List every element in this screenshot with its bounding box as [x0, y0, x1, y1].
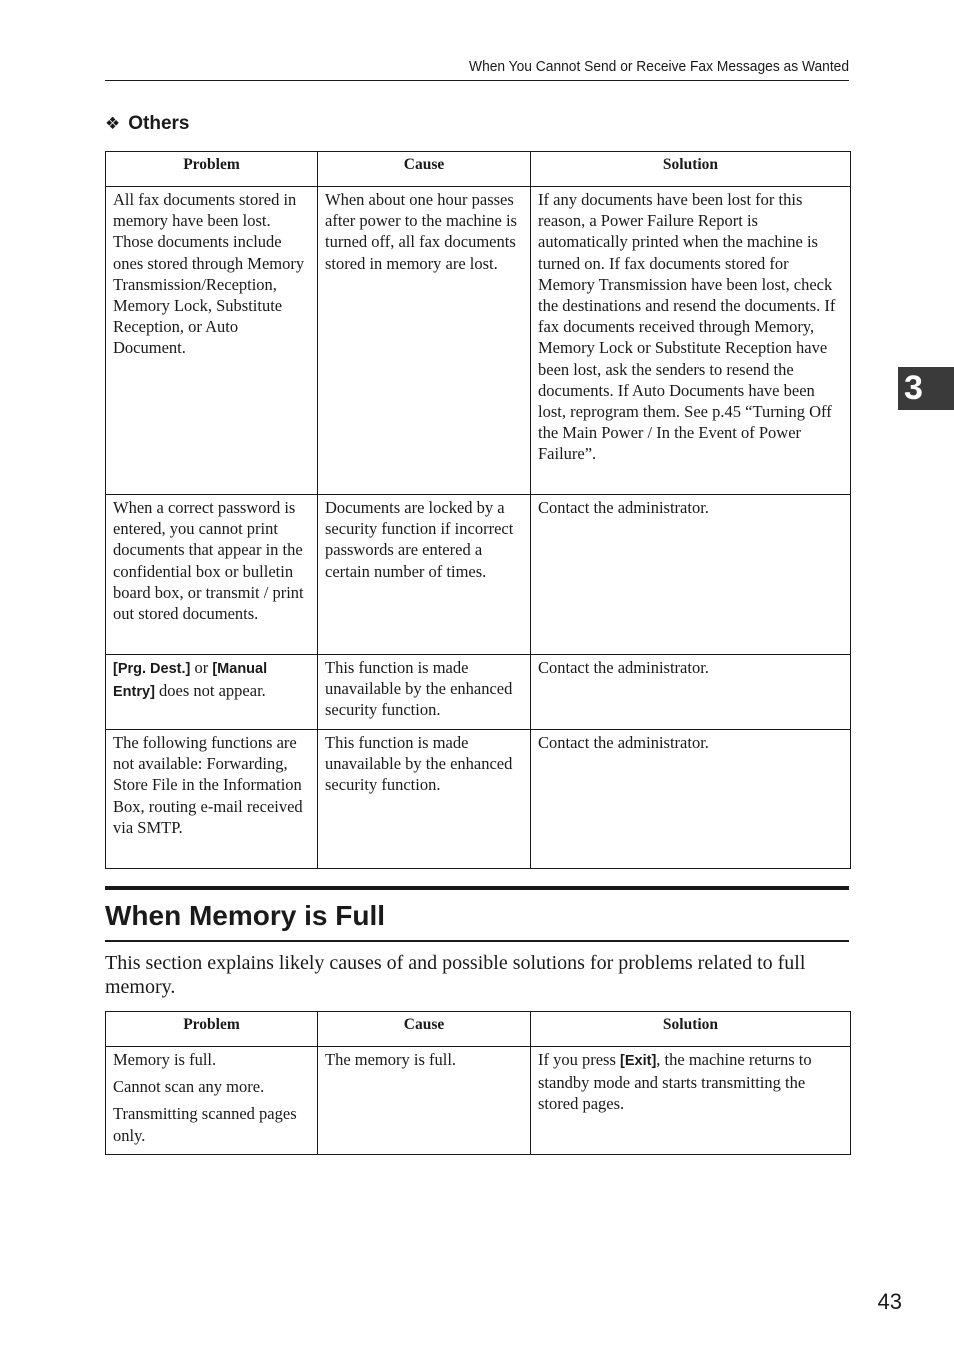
table-row: [106, 655, 851, 730]
section-divider-thick: [105, 886, 849, 890]
others-heading-text: Others: [128, 113, 190, 134]
memory-full-table: [105, 1011, 851, 1155]
prg-dest-key-label: [Prg. Dest.]: [113, 661, 191, 677]
table-row: [106, 1047, 851, 1155]
solution-cell: If any documents have been lost for this reason, a Power Failure Report is automatically printed when the machine is turned on. If fax documents stored for Memory Transmission have been lost, check the destinations and resend the documents. If fax documents received through Memory, Memory Lock or Substitute Reception have been lost, ask the senders to resend the documents. If Auto Documents have been lost, reprogram them. See p.45 “Turning Off the Main Power / In the Event of Power Failure”.: [531, 187, 851, 495]
exit-key-label: [Exit]: [620, 1053, 657, 1069]
column-header-problem: Problem: [106, 1012, 318, 1047]
problem-cell: [106, 1047, 318, 1155]
problem-line: Memory is full.: [113, 1050, 217, 1069]
table-row: [106, 730, 851, 869]
section-title: When Memory is Full: [105, 900, 386, 931]
table-row: [106, 187, 851, 495]
column-header-cause: Cause: [318, 1012, 531, 1047]
others-heading: [105, 111, 190, 137]
solution-post-text: , the machine returns to standby mode and starts transmitting the stored pages.: [538, 1050, 812, 1114]
solution-cell: Contact the administrator.: [531, 655, 851, 730]
problem-tail-text: does not appear.: [154, 681, 266, 701]
solution-pre-text: If you press: [538, 1050, 621, 1069]
others-table: [105, 151, 851, 869]
section-intro: This section explains likely causes of and possible solutions for problems related to full memory.: [105, 952, 806, 998]
cause-cell: When about one hour passes after power to the machine is turned off, all fax documents stored in memory are lost.: [318, 187, 531, 495]
column-header-problem: Problem: [106, 152, 318, 187]
running-header-title: When You Cannot Send or Receive Fax Messages as Wanted: [469, 58, 849, 75]
chapter-tab: 3: [898, 367, 954, 410]
section-divider-thin: [105, 940, 849, 942]
problem-line: Transmitting scanned pages only.: [113, 1104, 297, 1145]
table-row: [106, 495, 851, 655]
problem-cell: When a correct password is entered, you cannot print documents that appear in the confidential box or bulletin board box, or transmit / print out stored documents.: [106, 495, 318, 655]
problem-line: Cannot scan any more.: [113, 1077, 265, 1097]
diamond-bullet-icon: ❖: [105, 114, 121, 133]
cause-cell: The memory is full.: [318, 1047, 531, 1155]
running-header: [105, 56, 849, 81]
manual-entry-key-label: [Manual Entry]: [113, 661, 268, 701]
column-header-solution: Solution: [531, 152, 851, 187]
column-header-cause: Cause: [318, 152, 531, 187]
solution-cell: Contact the administrator.: [531, 495, 851, 655]
cause-cell: This function is made unavailable by the enhanced security function.: [318, 655, 531, 730]
cause-cell: Documents are locked by a security function if incorrect passwords are entered a certain number of times.: [318, 495, 531, 655]
solution-cell: [531, 1047, 851, 1155]
column-header-solution: Solution: [531, 1012, 851, 1047]
table-header-row: [106, 152, 851, 187]
problem-cell: [106, 655, 318, 730]
problem-connector-text: or: [190, 658, 213, 677]
problem-cell: The following functions are not available: Forwarding, Store File in the Information Box, routing e-mail received via SMTP.: [106, 730, 318, 869]
page-number: 43: [877, 1289, 902, 1314]
cause-cell: This function is made unavailable by the enhanced security function.: [318, 730, 531, 869]
solution-cell: Contact the administrator.: [531, 730, 851, 869]
problem-cell: All fax documents stored in memory have been lost. Those documents include ones stored through Memory Transmission/Reception, Memory Lock, Substitute Reception, or Auto Document.: [106, 187, 318, 495]
table-header-row: [106, 1012, 851, 1047]
